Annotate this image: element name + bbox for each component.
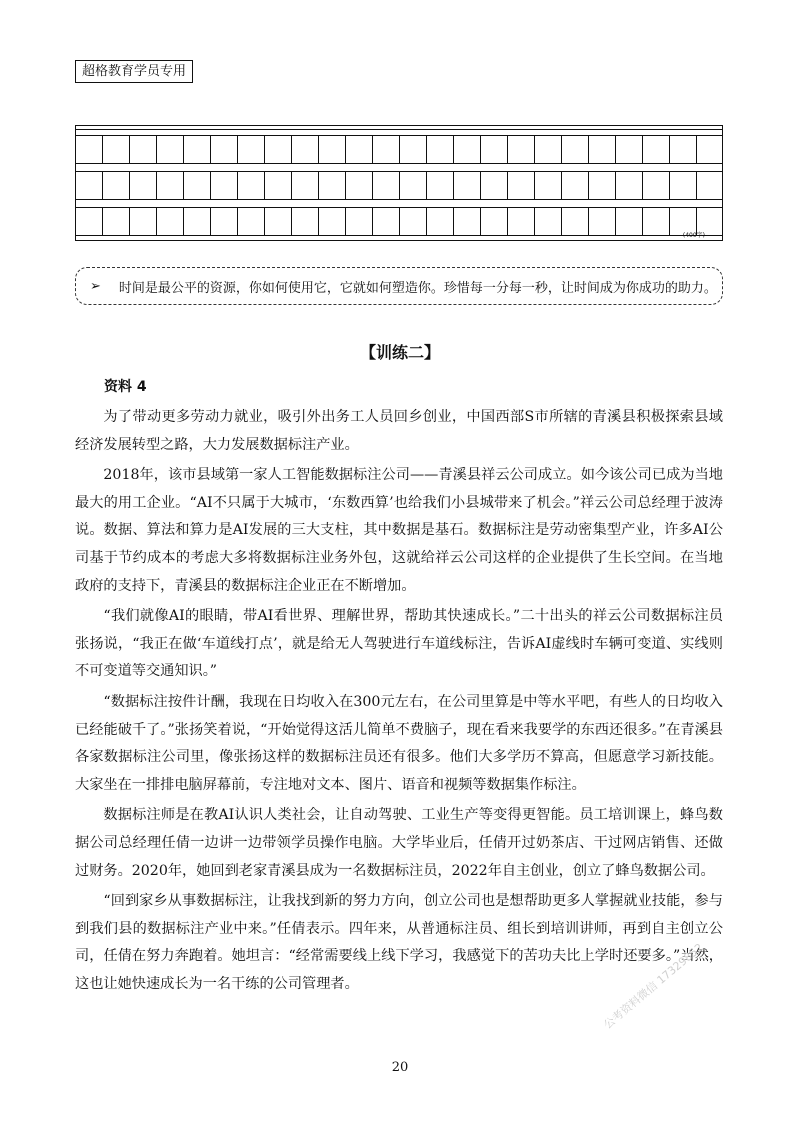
- article-paragraph: 为了带动更多劳动力就业，吸引外出务工人员回乡创业，中国西部S市所辖的青溪县积极探索县域经济发展转型之路，大力发展数据标注产业。: [75, 409, 723, 453]
- arrow-bullet-icon: ➢: [90, 278, 101, 294]
- article-body: [75, 404, 723, 1001]
- article-paragraph: “数据标注按件计酬，我现在日均收入在300元左右，在公司里算是中等水平吧，有些人的日均收入已经能破千了。”张扬笑着说，“开始觉得这活儿简单不费脑子，现在看来我要学的东西还很多。”在青溪县各家数据标注公司里，像张扬这样的数据标注员还有很多。他们大多学历不算高，但愿意学习新技能。大家坐在一排排电脑屏幕前，专注地对文本、图片、语音和视频等数据集作标注。: [75, 693, 723, 793]
- section-title: 【训练二】: [359, 343, 440, 362]
- quote-box: [75, 267, 723, 305]
- header-label: 超格教育学员专用: [75, 60, 193, 83]
- article-paragraph: 2018年，该市县域第一家人工智能数据标注公司——青溪县祥云公司成立。如今该公司已成为当地最大的用工企业。“AI不只属于大城市，‘东数西算’也给我们小县城带来了机会。”祥云公司总经理于波涛说。数据、算法和算力是AI发展的三大支柱，其中数据是基石。数据标注是劳动密集型产业，许多AI公司基于节约成本的考虑大多将数据标注业务外包，这就给祥云公司这样的企业提供了生长空间。在当地政府的支持下，青溪县的数据标注企业正在不断增加。: [75, 467, 723, 594]
- answer-grid: [75, 125, 723, 241]
- page-number: 20: [391, 1060, 409, 1075]
- answer-grid-lines: [75, 125, 723, 241]
- quote-text: 时间是最公平的资源，你如何使用它，它就如何塑造你。珍惜每一分每一秒，让时间成为你成功的助力。: [118, 280, 717, 296]
- word-limit-label: (400字): [682, 232, 705, 239]
- material-label: 资料 4: [104, 379, 147, 395]
- article-paragraph: “我们就像AI的眼睛，带AI看世界、理解世界，帮助其快速成长。”二十出头的祥云公司数据标注员张扬说，“我正在做‘车道线打点’，就是给无人驾驶进行车道线标注，告诉AI虚线时车辆可变道、实线则不可变道等交通知识。”: [75, 608, 724, 680]
- article-paragraph: “回到家乡从事数据标注，让我找到新的努力方向，创立公司也是想帮助更多人掌握就业技能，参与到我们县的数据标注产业中来。”任倩表示。四年来，从普通标注员、组长到培训讲师，再到自主创立公司，任倩在努力奔跑着。她坦言：“经常需要线上线下学习，我感觉下的苦功夫比上学时还要多。”当然，这也让她快速成长为一名干练的公司管理者。: [75, 893, 723, 992]
- article-paragraph: 数据标注师是在教AI认识人类社会，让自动驾驶、工业生产等变得更智能。员工培训课上，蜂鸟数据公司总经理任倩一边讲一边带领学员操作电脑。大学毕业后，任倩开过奶茶店、干过网店销售、还做过财务。2020年，她回到老家青溪县成为一名数据标注员，2022年自主创业，创立了蜂鸟数据公司。: [75, 807, 723, 879]
- watermark: 公考资料微信 17329852: [601, 940, 706, 1032]
